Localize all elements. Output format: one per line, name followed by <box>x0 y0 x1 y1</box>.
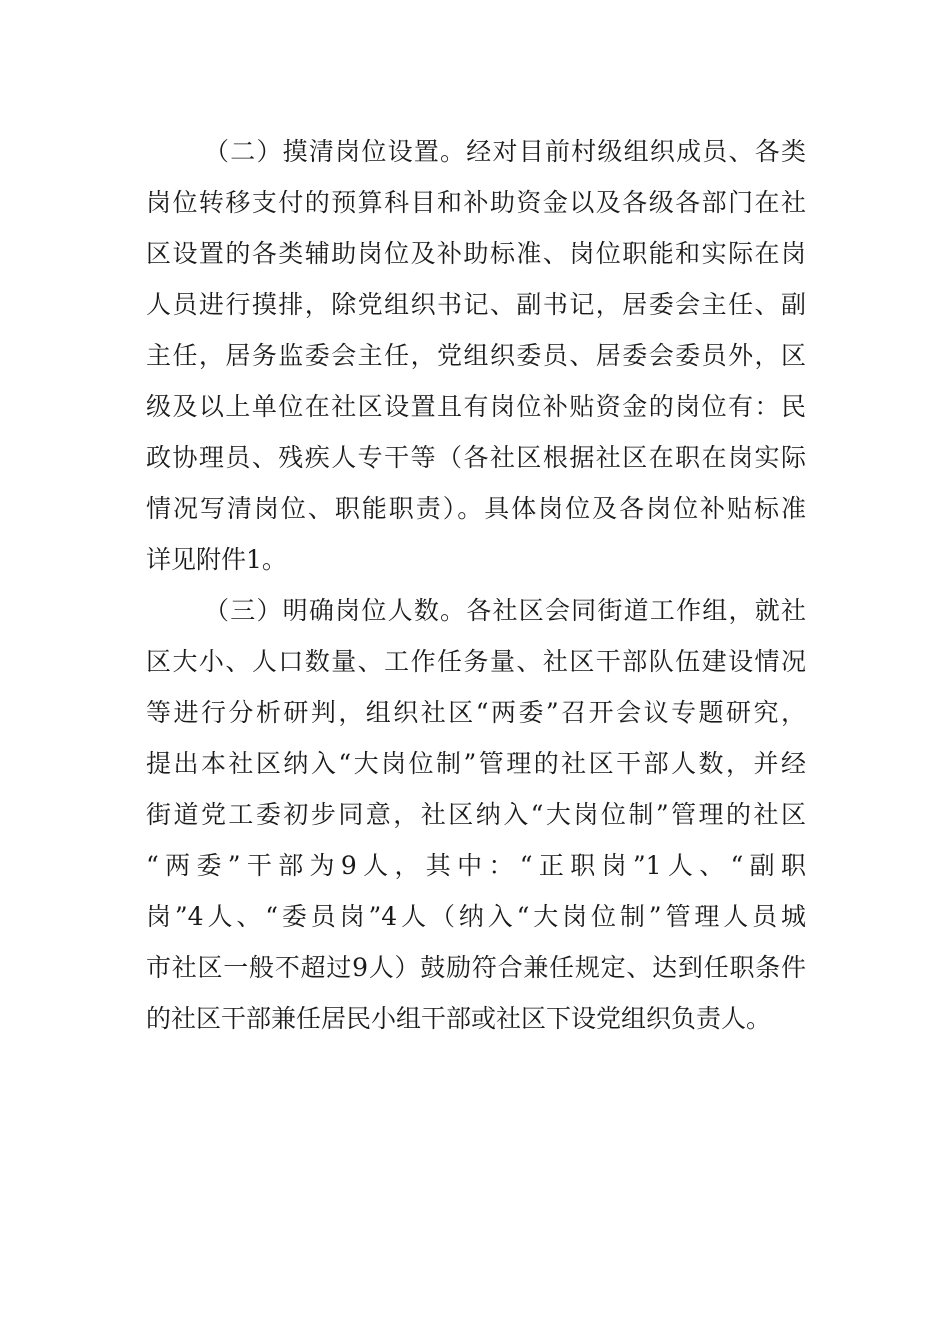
paragraph-post-headcount <box>146 585 806 1044</box>
text-line: 市社区一般不超过9人）鼓励符合兼任规定、达到任职条件 <box>146 953 806 982</box>
document-body <box>146 126 806 1044</box>
text-line: 区设置的各类辅助岗位及补助标准、岗位职能和实际在岗 <box>146 239 806 268</box>
text-line: 岗位转移支付的预算科目和补助资金以及各级各部门在社 <box>146 188 806 217</box>
text-line: 等进行分析研判，组织社区“两委”召开会议专题研究， <box>146 698 806 727</box>
text-line: 的社区干部兼任居民小组干部或社区下设党组织负责人。 <box>146 1004 772 1033</box>
text-line: 区大小、人口数量、工作任务量、社区干部队伍建设情况 <box>146 647 806 676</box>
text-line: （二）摸清岗位设置。经对目前村级组织成员、各类 <box>204 137 806 166</box>
text-line: 级及以上单位在社区设置且有岗位补贴资金的岗位有：民 <box>146 392 806 421</box>
text-line: 岗”4人、“委员岗”4人（纳入“大岗位制”管理人员城 <box>146 902 806 931</box>
text-line: 主任，居务监委会主任，党组织委员、居委会委员外，区 <box>146 341 806 370</box>
text-line: “两委”干部为9人，其中：“正职岗”1人、“副职 <box>146 851 806 880</box>
text-line: 人员进行摸排，除党组织书记、副书记，居委会主任、副 <box>146 290 806 319</box>
text-line: 提出本社区纳入“大岗位制”管理的社区干部人数，并经 <box>146 749 806 778</box>
text-line: 详见附件1。 <box>146 545 287 574</box>
paragraph-post-setup <box>146 126 806 585</box>
text-line: 政协理员、残疾人专干等（各社区根据社区在职在岗实际 <box>146 443 806 472</box>
text-line: 街道党工委初步同意，社区纳入“大岗位制”管理的社区 <box>146 800 806 829</box>
text-line: （三）明确岗位人数。各社区会同街道工作组，就社 <box>204 596 806 625</box>
text-line: 情况写清岗位、职能职责）。具体岗位及各岗位补贴标准 <box>146 494 806 523</box>
